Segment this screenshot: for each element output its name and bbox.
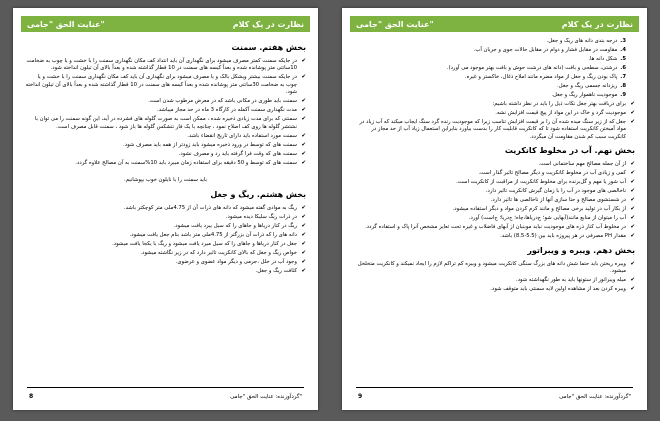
item-number: 9. bbox=[620, 92, 626, 98]
page-content bbox=[25, 38, 306, 384]
list-item: ✔ در ذرات ریگ سلیکا دیده میشود. bbox=[25, 214, 306, 221]
page-number: 9 bbox=[358, 393, 363, 400]
list-item: ✔ مقدار PH مصرفی در هر پیروزه باید بین (5.5-8.5) باشد. bbox=[354, 233, 635, 240]
header-author: عنایت الحق "جامی" bbox=[27, 19, 105, 29]
list-item: ✔ جغل که از زیر سنگ میده شده آن را بر قیمت افزایش تناسب زیرا که موجودیت رنده گرد سنگ ایجاب میکند که آب زیاد در مواد آمیختن کانکریت استفاده شود تا که کانکریت قابلیت کار را بدست بیاورد بنابراین استعمال زیاد آب از حد مجاز در کانکریت سبب کم شدن مقاومت آن میگردد. bbox=[354, 119, 635, 141]
list-item: ✔ در مخلوط آب کنار ذره های موجودیت نباید موبنیان از آبهای فاضلاب و غیره تحت تعایر مشخص آنرا پاک و استفاده گردد. bbox=[354, 224, 635, 231]
list-item: ✔ برای دریافت بهتر جغل نکات ذیل را باید در نظر داشته باشیم: bbox=[354, 101, 635, 108]
list-item: ✔ خواص ریگ و جغل که بالای کانکریت تاثیر دارد که در زیر نگاشته میشود. bbox=[25, 250, 306, 257]
document-page-9 bbox=[342, 8, 647, 410]
list-item: ✔ ویبره کردن بعد از مشاهده اولین لایه سمنتی باید متوقف شود. bbox=[354, 286, 635, 293]
list-item: ✔ جغل در کنار دریاها و جاهای را که سیل میرد یافت میشود و ریگ با یکجا یافت میشود. bbox=[25, 241, 306, 248]
vibration-list bbox=[354, 261, 635, 294]
document-page-8 bbox=[13, 8, 318, 410]
item-number: 4. bbox=[620, 47, 626, 53]
list-item: ✔ دانه های را که ذرات آن بزرگتر از 4.75ملی متر باشد بنام جغل یافت میشود. bbox=[25, 232, 306, 239]
list-item: ✔ آب شور یا مهم و گل‌برنده برای مخلوط کانکریت از مراقبت از کانکریت است. bbox=[354, 179, 635, 186]
section-heading-sand-gravel: بخش هشتم. ریگ و جغل bbox=[210, 190, 306, 200]
item-text: درشتی، سطحی و بافت (دانه های درشت حوش و بافت بهتر موجود می آورد). bbox=[446, 65, 618, 71]
closing-line: باید سمنت را با نایلون خوب بپوشانیم. bbox=[124, 177, 207, 184]
item-text: درجه بندی دانه های ریگ و جغل. bbox=[546, 38, 618, 44]
header-title: نظارت در یک کلام bbox=[561, 19, 633, 29]
item-text: موجودیت ناهموار ریگ و جغل. bbox=[551, 92, 618, 98]
list-item: ✔ سمنتی که برای مدت زیادی ذخیره شده ، ممکن است به صورت گلوله های فشرده در آید، این گونه سمنت را می توان با نشتشر گلوله ها روی کف اصلاح نمود ، چنانچه با یک فار نتشکس گلوله ها باز شود ، سمنت قابل مصرف است. bbox=[25, 116, 306, 131]
list-item: ✔ موجودیت گرد و خاک در این مواد از پیچ قیمت افزایش نشه. bbox=[354, 110, 635, 117]
list-item: ✔ سمنت های که توسط در ورود ذخیره میشود باید زودتر از همه باید مصرف شود. bbox=[25, 142, 306, 149]
list-item: ✔ در شستشوی مصالح و حتا سازی آنها از ناخالصی ها تاثیر دارد. bbox=[354, 197, 635, 204]
item-number: 8. bbox=[620, 83, 626, 89]
item-number: 6. bbox=[620, 65, 626, 71]
section-heading-vibration: بخش دهم. ویبره و ویبراتور bbox=[527, 245, 635, 255]
list-item: ✔ سمنت باید طوری در مکانی باشد که در معرض مرطوب شدن است. bbox=[25, 98, 306, 105]
list-item: ✔ کثافت ریگ و جغل. bbox=[25, 268, 306, 275]
list-item: ✔ از بکار آب در تولید برخی مصالح و مانند کرم کردن مواد و دیگر استفاده میشود. bbox=[354, 206, 635, 213]
numbered-item bbox=[354, 38, 635, 45]
numbered-item bbox=[354, 56, 635, 63]
list-item: ✔ ریگ به موادی گفته میشود که دانه های ذرات آن از 4.75ملی متر کوچکتر باشد. bbox=[25, 205, 306, 212]
list-item: ✔ آب را میتوان از منابع مانند(آبهایی شو؛ ج‌دریاها،چاه؛ ج‌دریا؛ ج‌است) آورد. bbox=[354, 215, 635, 222]
numbered-list bbox=[354, 38, 635, 99]
list-item: ✔ ناخالصی های موجود در آب را با زمان گیرش کانکریت تاثیر دارد. bbox=[354, 188, 635, 195]
page-header-band bbox=[21, 16, 310, 32]
item-text: پاک بودن ریگ و جغل از مواد مضره مانند املاح ذغال، خاکستر و غیره. bbox=[464, 74, 618, 80]
item-text: مقاومت در مقابل فشار و دوام در مقابل حالات جوی و جریان آب. bbox=[473, 47, 618, 53]
gravel-notes-list bbox=[354, 101, 635, 141]
page-header-band bbox=[350, 16, 639, 32]
item-number: 5. bbox=[620, 56, 626, 62]
footer-divider bbox=[356, 387, 633, 388]
numbered-item bbox=[354, 92, 635, 99]
item-text: ریزدانه جسمی ریگ و جغل. bbox=[557, 83, 618, 89]
list-item: ✔ ویبره ریختن باید حتما شش دانه های بزرگ سنگی کانکریت میشود و ویبره کم تراکم لازم را ایجاد نمیکند و کانکریت متخلخل میشود. bbox=[354, 261, 635, 276]
page-footer bbox=[358, 393, 631, 400]
item-number: 7. bbox=[620, 74, 626, 80]
item-number: 3. bbox=[620, 38, 626, 44]
page-gutter bbox=[318, 8, 342, 410]
list-item: ✔ سمنت های که وقت فرا گرفته باید رد و مصرف نشود. bbox=[25, 151, 306, 158]
footer-author: گردآورنده: عنایت الحق "جامی" bbox=[230, 393, 302, 400]
list-item: ✔ در جایکه سمنت کمتر مصرف میشود برای نگهداری آن باید انتداد کف مکان نگهداری سمنت را با خشت و یا چوب به ضخامت 10سانتی متر پوشانده شده و بعداً کیسه های سمنت در 10 قطار گذاشته شده و بعداً بالای آن تیلون انداخته شود. bbox=[25, 58, 306, 73]
list-item: ✔ سمنت مورد استفاده باید دارای تاریخ انقضاء باشد. bbox=[25, 133, 306, 140]
header-author: عنایت الحق "جامی" bbox=[356, 19, 434, 29]
page-content bbox=[354, 38, 635, 384]
numbered-item bbox=[354, 65, 635, 72]
numbered-item bbox=[354, 47, 635, 54]
list-item: ✔ مدت نگهداری سمنت آکمله در کارگاه 3 ماه در حد مجاز میباشد. bbox=[25, 107, 306, 114]
footer-author: گردآورنده: عنایت الحق "جامی" bbox=[559, 393, 631, 400]
numbered-item bbox=[354, 74, 635, 81]
list-item: ✔ میله ویبراتور از ستونها باید به طور نگهداشته شود. bbox=[354, 277, 635, 284]
page-footer bbox=[29, 393, 302, 400]
page-number: 8 bbox=[29, 393, 34, 400]
item-text: شکل دانه ها. bbox=[588, 56, 618, 62]
water-list bbox=[354, 161, 635, 240]
list-item: ✔ از آن جمله مصالح مهم ساختمانی است. bbox=[354, 161, 635, 168]
sand-gravel-list bbox=[25, 205, 306, 275]
cement-list bbox=[25, 58, 306, 167]
list-item: ✔ سمنت های که توسط و 50 دقیقه برای استفاده زمان میبرد باید 10%سمنت به آن مصالح علاوه گردد. bbox=[25, 160, 306, 167]
list-item: ✔ کمی و زیادی آب در مخلوط کانکریت و دیگر مصالح تاثیر گذار است. bbox=[354, 170, 635, 177]
numbered-item bbox=[354, 83, 635, 90]
list-item: ✔ در جایکه سمنت بیشتر ویشکل بالک و یا مصرف میشود برای نگهداری آن باید کف مکان نگهداری سمنت را با خشت و یا چوب به ضخامت 30سانتی متر پوشانده شده و بعداً کیسه های سمنت در 10 قطار گذاشته شده و بعداً بالای آن تیلون انداخته شود. bbox=[25, 74, 306, 96]
section-heading-cement: بخش هفتم. سمنت bbox=[231, 43, 306, 52]
footer-divider bbox=[27, 387, 304, 388]
list-item: ✔ وجود آب در خلل ،جرمی و دیگر مواد عضوی و عرضوی. bbox=[25, 259, 306, 266]
list-item: ✔ ریگ در کنار دریاها و جاهای را که سیل بیرد یافت میشود. bbox=[25, 223, 306, 230]
header-title: نظارت در یک کلام bbox=[232, 19, 304, 29]
section-heading-water: بخش نهم. آب در مخلوط کانکریت bbox=[504, 146, 635, 156]
